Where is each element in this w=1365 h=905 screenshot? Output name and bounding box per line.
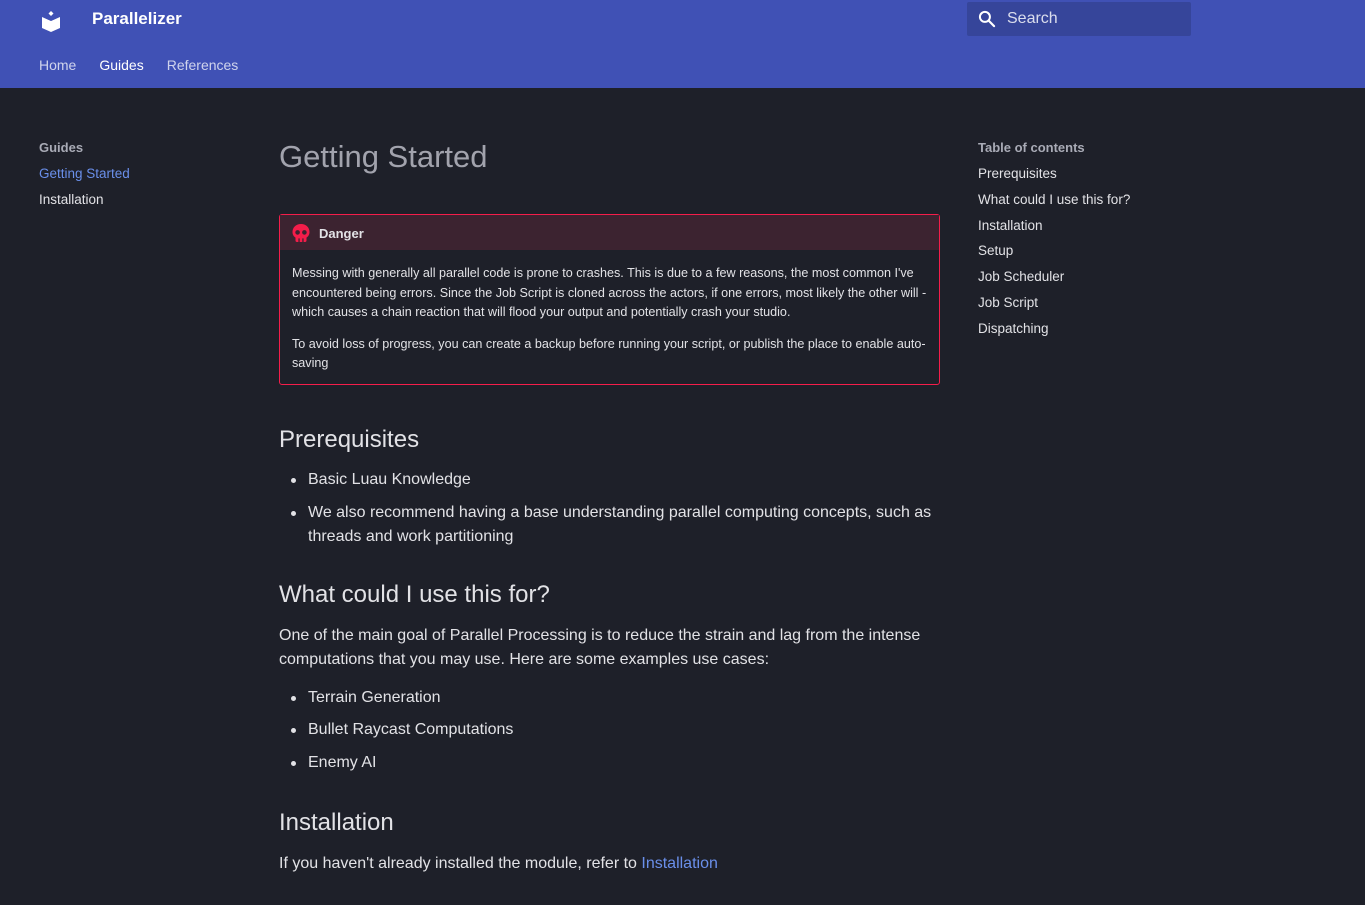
page-title: Getting Started	[279, 139, 488, 174]
toc-heading: Table of contents	[978, 140, 1085, 155]
installation-heading: Installation	[279, 809, 394, 836]
table-of-contents	[978, 140, 1218, 347]
installation-text-body: If you haven't already installed the module, refer to	[279, 855, 642, 872]
prerequisites-list	[279, 468, 940, 550]
toc-item-setup[interactable]: Setup	[978, 243, 1014, 259]
use-cases-heading: What could I use this for?	[279, 580, 550, 608]
sidebar-item-installation[interactable]: Installation	[39, 192, 104, 207]
list-item: Terrain Generation	[308, 686, 940, 711]
danger-body	[280, 250, 939, 374]
sidebar-heading: Guides	[39, 140, 84, 155]
installation-text	[279, 852, 940, 876]
list-item: Enemy AI	[308, 751, 940, 776]
left-sidebar	[39, 140, 239, 218]
installation-link[interactable]: Installation	[641, 855, 718, 872]
danger-paragraph: Messing with generally all parallel code is prone to crashes. This is due to a few reasons, the most common I've encountered being errors. Since the Job Script is cloned across the actors, if one errors, most likely the other will - which causes a chain reaction that will flood your output and potentially crash your studio.	[292, 266, 927, 320]
use-cases-list	[279, 686, 940, 776]
use-cases-intro: One of the main goal of Parallel Processing is to reduce the strain and lag from the intense computations that you may use. Here are some examples use cases:	[279, 626, 921, 668]
list-item: We also recommend having a base understanding parallel computing concepts, such as threads and work partitioning	[308, 501, 940, 550]
book-logo-icon[interactable]	[40, 8, 62, 32]
top-tabs	[39, 57, 261, 73]
tab-guides[interactable]: Guides	[99, 57, 144, 73]
tab-home[interactable]: Home	[39, 57, 77, 73]
danger-admonition-header	[280, 215, 939, 250]
tab-references[interactable]: References	[166, 57, 239, 73]
list-item: Bullet Raycast Computations	[308, 718, 940, 743]
search-box[interactable]	[967, 2, 1191, 36]
toc-item-installation[interactable]: Installation	[978, 217, 1043, 233]
toc-item-dispatching[interactable]: Dispatching	[978, 320, 1049, 336]
list-item: Basic Luau Knowledge	[308, 468, 940, 493]
toc-item-job-script[interactable]: Job Script	[978, 294, 1039, 310]
skull-icon	[291, 223, 311, 243]
prerequisites-heading: Prerequisites	[279, 426, 420, 453]
toc-item-job-scheduler[interactable]: Job Scheduler	[978, 269, 1065, 285]
site-title[interactable]: Parallelizer	[92, 9, 182, 28]
main-content	[279, 138, 940, 876]
search-input[interactable]	[1007, 2, 1187, 36]
header-bar	[0, 0, 1365, 88]
danger-paragraph: To avoid loss of progress, you can create a backup before running your script, or publish the place to enable auto-saving	[292, 336, 926, 371]
toc-item-prerequisites[interactable]: Prerequisites	[978, 166, 1057, 181]
danger-admonition	[279, 214, 940, 385]
search-icon	[977, 9, 997, 29]
danger-title: Danger	[319, 226, 364, 241]
toc-item-use-cases[interactable]: What could I use this for?	[978, 191, 1131, 207]
sidebar-item-getting-started[interactable]: Getting Started	[39, 166, 130, 181]
